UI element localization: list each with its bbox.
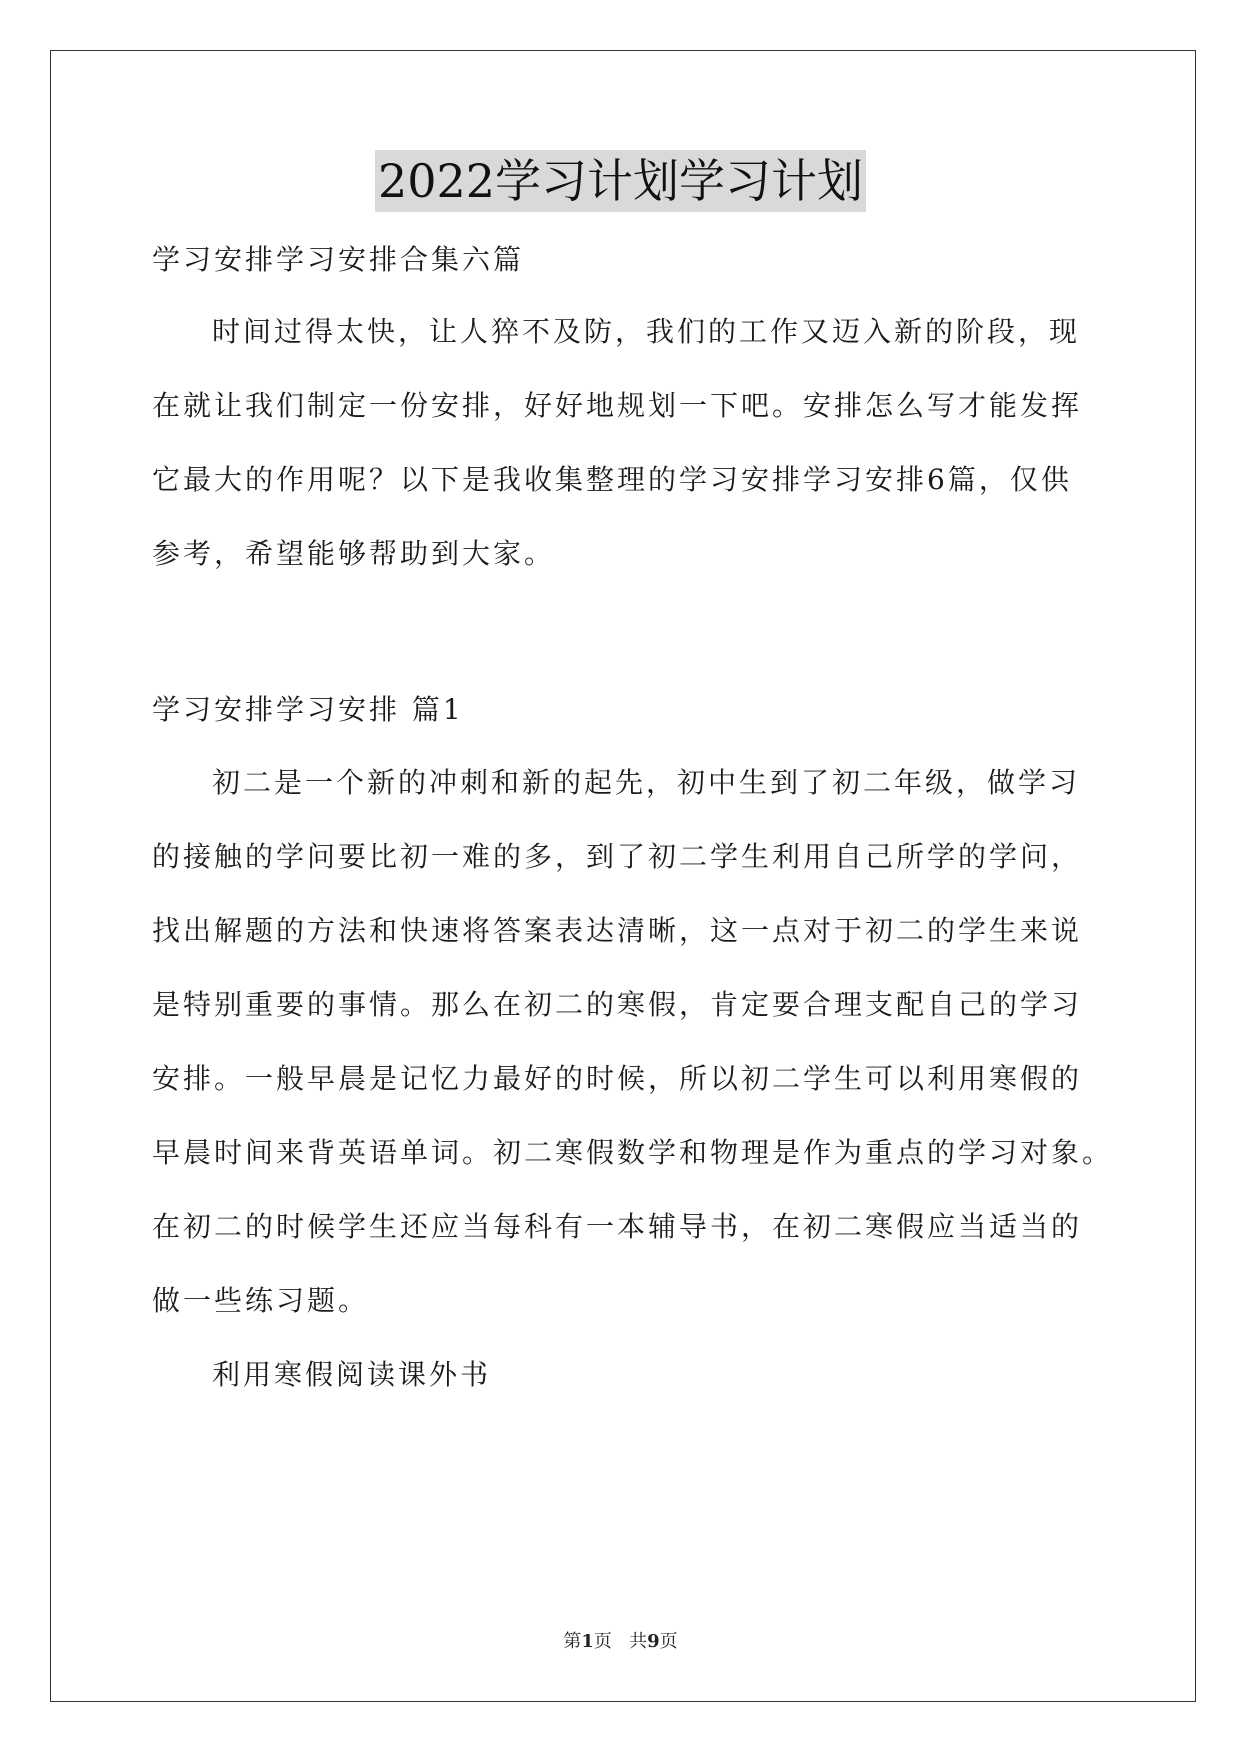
paragraph-last-line: 利用寒假阅读课外书 [212,1358,492,1391]
intro-line-3: 它最大的作用呢？以下是我收集整理的学习安排学习安排6篇，仅供 [152,463,1072,496]
intro-line-1: 时间过得太快，让人猝不及防，我们的工作又迈入新的阶段，现 [212,315,1081,348]
footer-total-prefix: 共 [629,1631,648,1652]
document-title: 2022学习计划学习计划 [375,150,866,212]
section-line-4: 是特别重要的事情。那么在初二的寒假，肯定要合理支配自己的学习 [152,988,1083,1021]
title-container [0,150,1241,212]
page-footer [0,1630,1241,1654]
footer-total-pages: 9 [647,1631,660,1652]
document-subtitle: 学习安排学习安排合集六篇 [152,243,525,276]
section-line-5: 安排。一般早晨是记忆力最好的时候，所以初二学生可以利用寒假的 [152,1062,1083,1095]
footer-page-prefix: 第 [563,1631,582,1652]
footer-total-suffix: 页 [659,1631,678,1652]
intro-line-2: 在就让我们制定一份安排，好好地规划一下吧。安排怎么写才能发挥 [152,389,1083,422]
section-line-7: 在初二的时候学生还应当每科有一本辅导书，在初二寒假应当适当的 [152,1210,1083,1243]
section-line-8: 做一些练习题。 [152,1284,370,1317]
section-line-6: 早晨时间来背英语单词。初二寒假数学和物理是作为重点的学习对象。 [152,1136,1114,1169]
section-line-2: 的接触的学问要比初一难的多，到了初二学生利用自己所学的学问， [152,840,1083,873]
section-heading: 学习安排学习安排 篇1 [152,693,464,726]
section-line-3: 找出解题的方法和快速将答案表达清晰，这一点对于初二的学生来说 [152,914,1083,947]
footer-page-suffix: 页 [593,1631,612,1652]
footer-page-number: 1 [581,1631,594,1652]
intro-line-4: 参考，希望能够帮助到大家。 [152,537,556,570]
section-line-1: 初二是一个新的冲刺和新的起先，初中生到了初二年级，做学习 [212,766,1081,799]
